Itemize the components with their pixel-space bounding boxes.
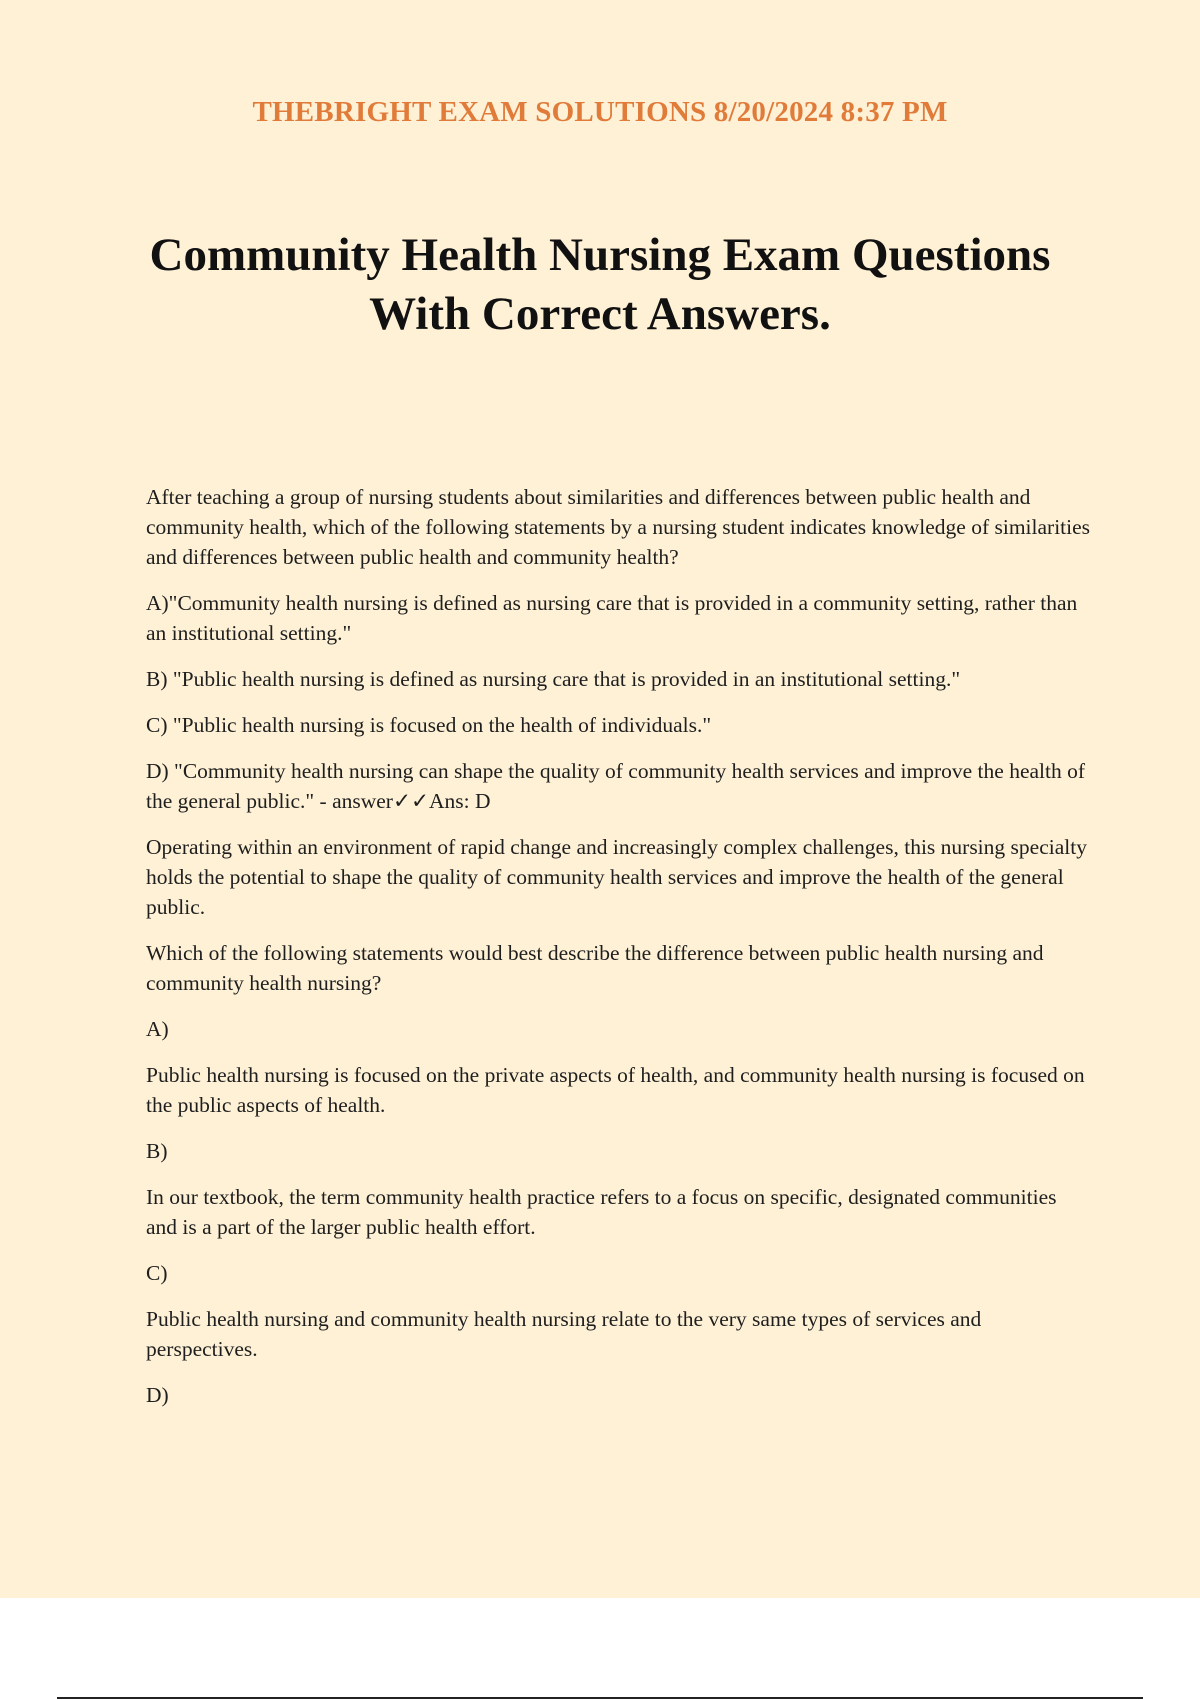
question-2-option-a-text: Public health nursing is focused on the private aspects of health, and community health nursing is focused on the public aspects of health. (146, 1063, 1085, 1117)
question-1-option-c: C) "Public health nursing is focused on the health of individuals." (146, 713, 712, 737)
question-1-option-b: B) "Public health nursing is defined as nursing care that is provided in an institutional setting." (146, 667, 961, 691)
question-1-rationale: Operating within an environment of rapid change and increasingly complex challenges, this nursing specialty holds the potential to shape the quality of community health services and improve the health of the general public. (146, 835, 1087, 919)
page-title-line-2: With Correct Answers. (369, 288, 831, 340)
document-body (146, 482, 1091, 1426)
page-title (0, 226, 1200, 344)
question-2-option-c-label: C) (146, 1261, 168, 1285)
question-1-option-d-answer: D) "Community health nursing can shape the quality of community health services and improve the health of the general public." - answer✓✓Ans: D (146, 759, 1086, 813)
question-2-option-d-label: D) (146, 1383, 169, 1407)
question-2-option-c-text: Public health nursing and community health nursing relate to the very same types of services and perspectives. (146, 1307, 982, 1361)
footer-divider (57, 1697, 1143, 1699)
question-2-option-b-text: In our textbook, the term community health practice refers to a focus on specific, designated communities and is a part of the larger public health effort. (146, 1185, 1057, 1239)
header-stamp: THEBRIGHT EXAM SOLUTIONS 8/20/2024 8:37 PM (252, 96, 948, 128)
page-title-line-1: Community Health Nursing Exam Questions (149, 229, 1051, 281)
question-2-stem: Which of the following statements would best describe the difference between public health nursing and community health nursing? (146, 941, 1044, 995)
question-1-stem: After teaching a group of nursing students about similarities and differences between public health and community health, which of the following statements by a nursing student indicates knowledge of similarities and differences between public health and community health? (146, 485, 1091, 569)
question-2-option-a-label: A) (146, 1017, 169, 1041)
question-2-option-b-label: B) (146, 1139, 168, 1163)
question-1-option-a: A)"Community health nursing is defined as nursing care that is provided in a community setting, rather than an institutional setting." (146, 591, 1078, 645)
